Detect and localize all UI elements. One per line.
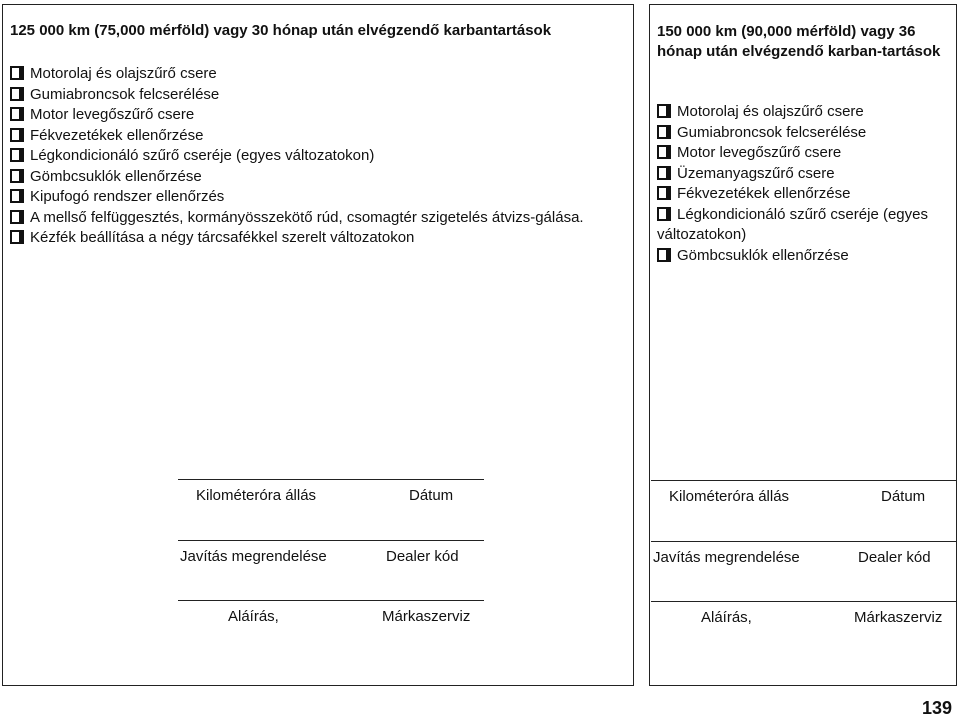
right-panel-title: 150 000 km (90,000 mérföld) vagy 36 hónap után elvégzendő karban-tartások [657,23,941,60]
checklist-item: Gömbcsuklók ellenőrzése [657,246,951,267]
checkbox-icon [10,128,24,142]
checkbox-icon [10,169,24,183]
dealer-label: Márkaszerviz [382,608,471,625]
checkbox-icon [10,230,24,244]
checklist-item: Légkondicionáló szűrő cseréje (egyes változatokon) [657,205,928,243]
signature-line [178,479,484,480]
left-panel-title: 125 000 km (75,000 mérföld) vagy 30 hónap után elvégzendő karbantartások [10,22,552,39]
checklist-item: Fékvezetékek ellenőrzése [657,184,951,205]
checkbox-icon [10,148,24,162]
checkbox-icon [657,207,671,221]
checklist-item: Motor levegőszűrő csere [10,105,630,126]
checklist-item: Motor levegőszűrő csere [657,143,951,164]
repair-order-label: Javítás megrendelése [653,549,800,566]
signature-line [651,541,956,542]
checkbox-icon [657,248,671,262]
checklist-item: Kézfék beállítása a négy tárcsafékkel szerelt változatokon [10,228,630,249]
checkbox-icon [657,166,671,180]
checklist-item: Motorolaj és olajszűrő csere [10,64,630,85]
repair-order-label: Javítás megrendelése [180,548,327,565]
signature-line [178,540,484,541]
dealer-code-label: Dealer kód [386,548,459,565]
checkbox-icon [657,125,671,139]
checkbox-icon [10,107,24,121]
checklist-item: Motorolaj és olajszűrő csere [657,102,951,123]
checkbox-icon [657,145,671,159]
checklist-item: Gömbcsuklók ellenőrzése [10,167,630,188]
checklist-item: Gumiabroncsok felcserélése [10,85,630,106]
checklist-item: A mellső felfüggesztés, kormányösszekötő rúd, csomagtér szigetelés átvizs-gálása. [10,208,630,229]
checkbox-icon [657,104,671,118]
checkbox-icon [10,66,24,80]
dealer-code-label: Dealer kód [858,549,931,566]
mileage-label: Kilométeróra állás [669,488,790,505]
checkbox-icon [10,210,24,224]
signature-label: Aláírás, [701,609,752,626]
signature-label: Aláírás, [228,608,279,625]
left-checklist [10,64,630,249]
right-maintenance-panel [649,4,957,686]
mileage-label: Kilométeróra állás [196,487,317,504]
left-signature-block [178,479,484,629]
checklist-item: Üzemanyagszűrő csere [657,164,951,185]
checklist-item: Kipufogó rendszer ellenőrzés [10,187,630,208]
checklist-item: Fékvezetékek ellenőrzése [10,126,630,147]
date-label: Dátum [409,487,454,504]
right-checklist [657,102,951,266]
checklist-item: Légkondicionáló szűrő cseréje (egyes változatokon) [10,146,630,167]
checkbox-icon [10,87,24,101]
date-label: Dátum [881,488,926,505]
signature-line [178,600,484,601]
signature-line [651,480,956,481]
checklist-item: Gumiabroncsok felcserélése [657,123,951,144]
dealer-label: Márkaszerviz [854,609,943,626]
right-signature-block [651,480,956,630]
left-maintenance-panel [2,4,634,686]
checkbox-icon [657,186,671,200]
checkbox-icon [10,189,24,203]
page-number: 139 [921,698,952,718]
signature-line [651,601,956,602]
